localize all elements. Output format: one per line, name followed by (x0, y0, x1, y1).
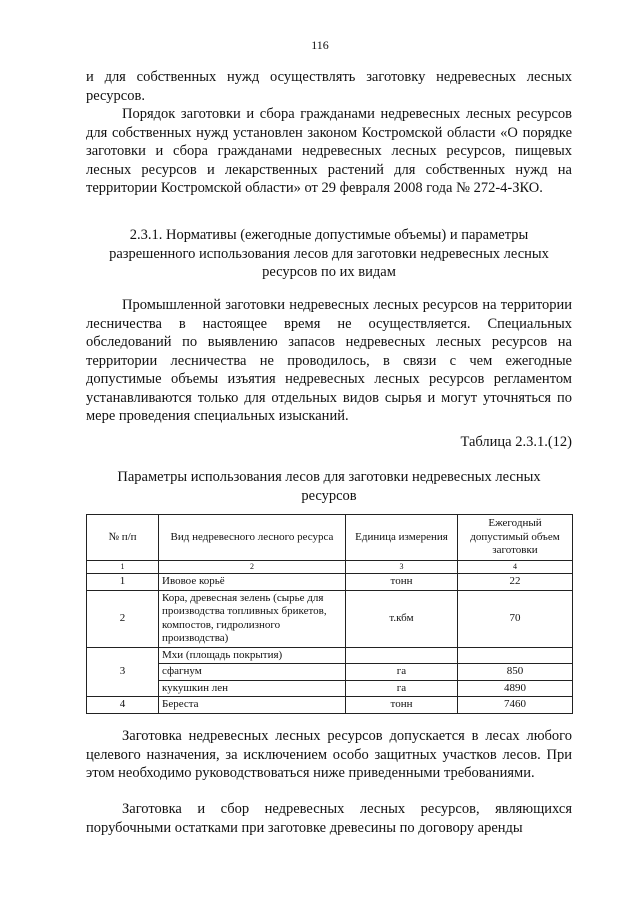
row-unit (346, 647, 458, 664)
col-number: 2 (159, 561, 346, 574)
row-volume: 7460 (458, 697, 573, 714)
header-volume: Ежегодный допустимый объем заготовки (458, 515, 573, 561)
row-num: 1 (87, 574, 159, 591)
subrow-unit: га (346, 680, 458, 697)
col-number: 1 (87, 561, 159, 574)
subrow-resource: сфагнум (159, 664, 346, 681)
resources-table (86, 514, 573, 714)
row-num: 2 (87, 590, 159, 647)
subrow-volume: 4890 (458, 680, 573, 697)
row-resource: Береста (159, 697, 346, 714)
paragraph-procedure: Порядок заготовки и сбора гражданами недревесных лесных ресурсов для собственных нужд установлен законом Костромской области «О порядке заготовки и сбора гражданами недревесных лесных ресурсов, пищевых лесных ресурсов и лекарственных растений для собственных нужд на территории Костромской области» от 29 февраля 2008 года № 272-4-ЗКО. (86, 106, 572, 196)
paragraph-industrial: Промышленной заготовки недревесных лесных ресурсов на территории лесничества в настоящее время не осуществляется. Специальных обследований по выявлению запасов недревесных лесных ресурсов на территории лесничества не проводилось, в связи с чем ежегодные допустимые объемы изъятия недревесных лесных ресурсов регламентом устанавливаются только для отдельных видов сырья и могут уточняться по мере проведения специальных изысканий. (86, 297, 572, 424)
paragraph-continuation: и для собственных нужд осуществлять заготовку недревесных лесных ресурсов. (86, 69, 572, 104)
row-resource: Кора, древесная зелень (сырье для производства топливных брикетов, компостов, гидролизного производства) (159, 590, 346, 647)
table-row (87, 574, 573, 591)
table-column-numbers-row (87, 561, 573, 574)
table-subrow (87, 664, 573, 681)
table-row (87, 590, 573, 647)
col-number: 3 (346, 561, 458, 574)
header-resource: Вид недревесного лесного ресурса (159, 515, 346, 561)
table-header-row (87, 515, 573, 561)
paragraph-permitted: Заготовка недревесных лесных ресурсов допускается в лесах любого целевого назначения, за исключением особо защитных участков лесов. При этом необходимо руководствоваться ниже приведенными требованиями. (86, 728, 572, 781)
subrow-volume: 850 (458, 664, 573, 681)
col-number: 4 (458, 561, 573, 574)
table-label: Таблица 2.3.1.(12) (460, 434, 572, 450)
row-num: 4 (87, 697, 159, 714)
subrow-unit: га (346, 664, 458, 681)
row-resource: Ивовое корьё (159, 574, 346, 591)
header-num: № п/п (87, 515, 159, 561)
subrow-resource: кукушкин лен (159, 680, 346, 697)
row-volume: 70 (458, 590, 573, 647)
paragraph-logging-residues: Заготовка и сбор недревесных лесных ресурсов, являющихся порубочными остатками при заготовке древесины по договору аренды (86, 801, 572, 836)
page-number: 116 (311, 38, 329, 52)
section-heading: 2.3.1. Нормативы (ежегодные допустимые объемы) и параметры разрешенного использования лесов для заготовки недревесных лесных ресурсов по их видам (109, 227, 549, 280)
row-volume: 22 (458, 574, 573, 591)
table-row (87, 697, 573, 714)
table-subrow (87, 680, 573, 697)
row-unit: тонн (346, 697, 458, 714)
table-title: Параметры использования лесов для заготовки недревесных лесных ресурсов (117, 469, 541, 504)
table-row (87, 647, 573, 664)
row-resource: Мхи (площадь покрытия) (159, 647, 346, 664)
row-unit: тонн (346, 574, 458, 591)
header-unit: Единица измерения (346, 515, 458, 561)
row-unit: т.кбм (346, 590, 458, 647)
row-num: 3 (87, 647, 159, 697)
row-volume (458, 647, 573, 664)
